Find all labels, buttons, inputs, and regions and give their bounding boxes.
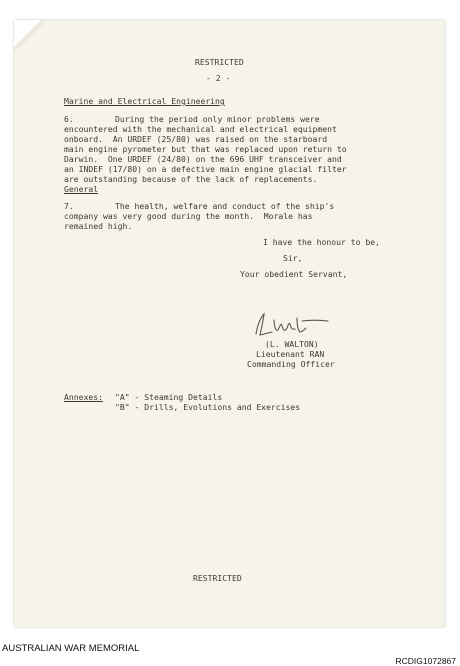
archive-institution: AUSTRALIAN WAR MEMORIAL (2, 643, 140, 654)
closing-salutation: Sir, (283, 253, 303, 263)
paragraph-line: onboard. An URDEF (25/80) was raised on the starboard (64, 134, 328, 144)
signatory-title: Commanding Officer (247, 359, 335, 369)
annex-item: "B" - Drills, Evolutions and Exercises (115, 402, 301, 412)
section-heading-general: General (64, 184, 99, 194)
paragraph-line: The health, welfare and conduct of the ship's (115, 201, 335, 211)
paragraph-line: are outstanding because of the lack of replacements. (64, 174, 318, 184)
header-classification: RESTRICTED (195, 57, 244, 67)
torn-corner (14, 20, 44, 50)
document-page (14, 20, 445, 627)
page-number: - 2 - (206, 73, 231, 83)
annexes-label: Annexes: (64, 392, 103, 402)
closing-line: Your obedient Servant, (240, 269, 348, 279)
annex-item: "A" - Steaming Details (115, 392, 223, 402)
paragraph-line: During the period only minor problems were (115, 114, 320, 124)
paragraph-line: remained high. (64, 221, 133, 231)
paragraph-number: 7. (64, 201, 74, 211)
footer-classification: RESTRICTED (193, 573, 242, 583)
archive-reference: RCDIG1072867 (395, 656, 456, 666)
signatory-rank: Lieutenant RAN (256, 349, 325, 359)
paragraph-line: main engine pyrometer but that was replaced upon return to (64, 144, 347, 154)
archive-footer (0, 636, 460, 666)
paragraph-line: Darwin. One URDEF (24/80) on the 696 UHF transceiver and (64, 154, 342, 164)
paragraph-number: 6. (64, 114, 74, 124)
closing-line: I have the honour to be, (263, 237, 380, 247)
section-heading-marine: Marine and Electrical Engineering (64, 96, 225, 106)
paragraph-line: an INDEF (17/80) on a defective main engine glacial filter (64, 164, 347, 174)
signatory-name: (L. WALTON) (265, 339, 319, 349)
handwritten-signature (250, 308, 330, 342)
paragraph-line: encountered with the mechanical and electrical equipment (64, 124, 337, 134)
paragraph-line: company was very good during the month. Morale has (64, 211, 313, 221)
